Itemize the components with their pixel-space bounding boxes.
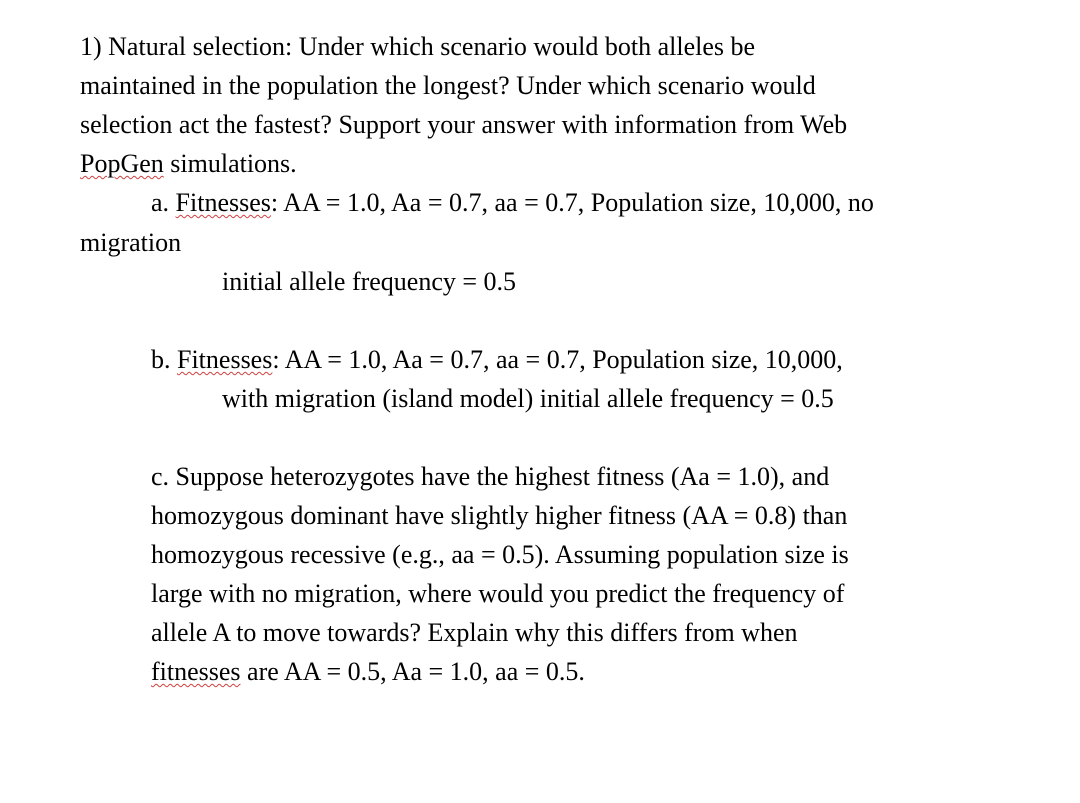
scenario-c-line-3: homozygous recessive (e.g., aa = 0.5). Assuming population size is	[151, 540, 849, 569]
scenario-a-line-1-rest: : AA = 1.0, Aa = 0.7, aa = 0.7, Population size, 10,000, no	[270, 188, 874, 217]
scenario-b-line-1-rest: : AA = 1.0, Aa = 0.7, aa = 0.7, Population size, 10,000,	[272, 345, 843, 374]
scenario-a-wrap: migration	[80, 228, 182, 257]
question-intro-line-4	[80, 149, 297, 179]
scenario-c-line-5: allele A to move towards? Explain why this differs from when	[151, 618, 798, 647]
misspelled-word-fitnesses-b: Fitnesses	[177, 345, 273, 374]
scenario-c-line-6	[151, 657, 585, 687]
misspelled-word-popgen: PopGen	[80, 149, 164, 178]
misspelled-word-fitnesses-a: Fitnesses	[175, 188, 271, 217]
scenario-c-line-2: homozygous dominant have slightly higher fitness (AA = 0.8) than	[151, 501, 848, 530]
question-intro-line-3: selection act the fastest? Support your answer with information from Web	[80, 110, 848, 139]
scenario-a-prefix: a.	[151, 188, 176, 217]
scenario-c-line-1: c. Suppose heterozygotes have the highest fitness (Aa = 1.0), and	[151, 462, 830, 491]
question-intro-line-1: 1) Natural selection: Under which scenario would both alleles be	[80, 32, 756, 61]
scenario-b-line-2: with migration (island model) initial allele frequency = 0.5	[222, 384, 834, 413]
scenario-c-line-6-rest: are AA = 0.5, Aa = 1.0, aa = 0.5.	[240, 657, 585, 686]
question-intro-line-2: maintained in the population the longest? Under which scenario would	[80, 71, 816, 100]
scenario-b-line-1	[151, 345, 843, 375]
scenario-b-prefix: b.	[151, 345, 177, 374]
question-intro-line-4-rest: simulations.	[163, 149, 297, 178]
scenario-a-initial-frequency: initial allele frequency = 0.5	[222, 267, 517, 296]
misspelled-word-fitnesses-c: fitnesses	[151, 657, 241, 686]
scenario-a-line-1	[151, 188, 874, 218]
scenario-c-line-4: large with no migration, where would you predict the frequency of	[151, 579, 845, 608]
